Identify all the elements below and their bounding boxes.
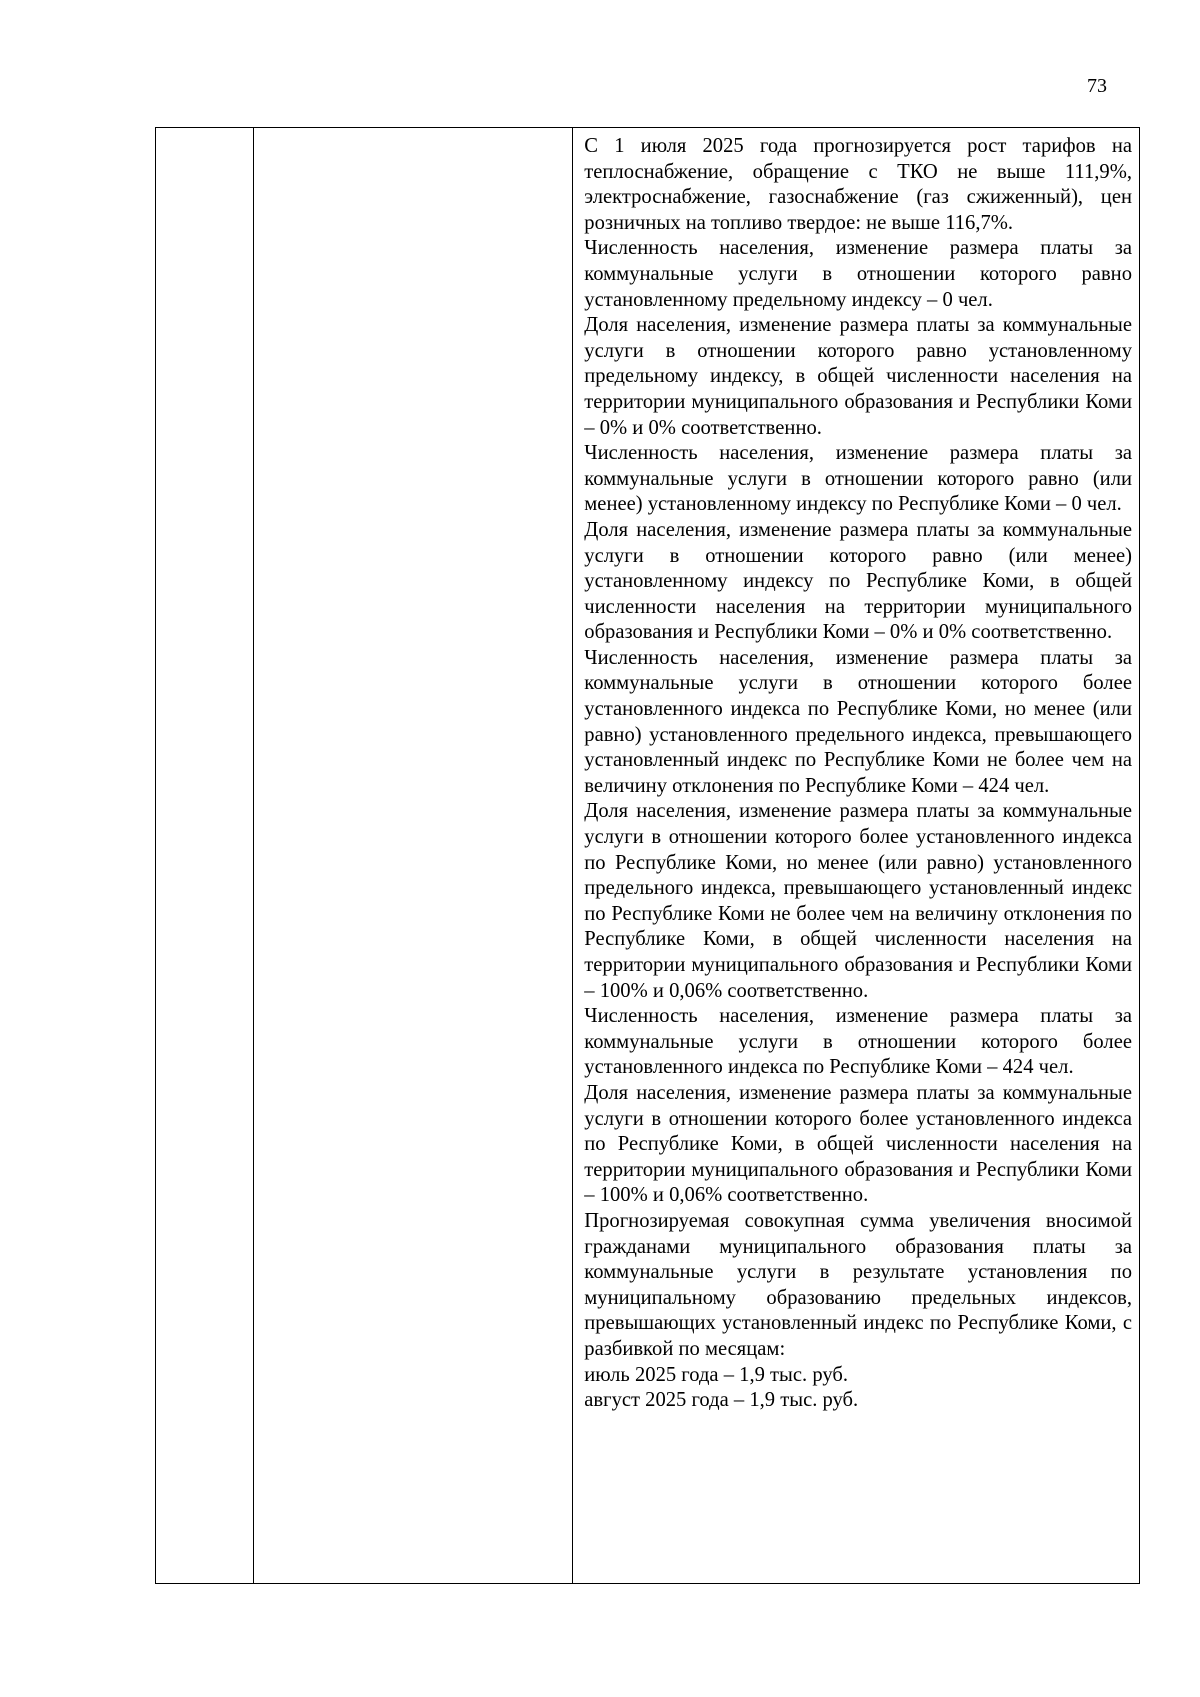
paragraph-share-deviation: Доля населения, изменение размера платы за коммунальные услуги в отношении которого более установленного индекса по Республике Коми, но менее (или равно) установленного предельного индекса, превышающего установленный индекс по Республике Коми не более чем на величину отклонения по Республике Коми, в общей численности населения на территории муниципального образования и Республики Коми – 100% и 0,06% соответственно. bbox=[584, 800, 1132, 1002]
paragraph-share-above-index: Доля населения, изменение размера платы за коммунальные услуги в отношении которого более установленного индекса по Республике Коми, в общей численности населения на территории муниципального образования и Республики Коми – 100% и 0,06% соответственно. bbox=[584, 1081, 1132, 1207]
paragraph-forecast-total: Прогнозируемая совокупная сумма увеличения вносимой гражданами муниципального образования платы за коммунальные услуги в результате установления по муниципальному образованию предельных индексов, превышающих установленный индекс по Республике Коми, с разбивкой по месяцам: bbox=[584, 1209, 1132, 1360]
paragraph-share-komi-index: Доля населения, изменение размера платы за коммунальные услуги в отношении которого равно (или менее) установленному индексу по Республике Коми, в общей численности населения на территории муниципального образования и Республики Коми – 0% и 0% соответственно. bbox=[584, 518, 1132, 644]
paragraph-july-amount: июль 2025 года – 1,9 тыс. руб. bbox=[584, 1363, 849, 1386]
paragraph-share-limit-index: Доля населения, изменение размера платы за коммунальные услуги в отношении которого равно установленному предельному индексу, в общей численности населения на территории муниципального образования и Республики Коми – 0% и 0% соответственно. bbox=[584, 314, 1132, 439]
table-cell-empty-1 bbox=[156, 128, 254, 1584]
document-table bbox=[155, 127, 1140, 1584]
table-cell-content bbox=[573, 128, 1140, 1584]
paragraph-population-komi-index: Численность населения, изменение размера платы за коммунальные услуги в отношении которого равно (или менее) установленному индексу по Республике Коми – 0 чел. bbox=[584, 442, 1132, 516]
paragraph-population-above-index: Численность населения, изменение размера платы за коммунальные услуги в отношении которого более установленного индекса по Республике Коми – 424 чел. bbox=[584, 1005, 1132, 1079]
table-cell-empty-2 bbox=[254, 128, 573, 1584]
table-row bbox=[156, 128, 1140, 1584]
paragraph-population-deviation: Численность населения, изменение размера платы за коммунальные услуги в отношении которого более установленного индекса по Республике Коми, но менее (или равно) установленного предельного индекса, превышающего установленный индекс по Республике Коми не более чем на величину отклонения по Республике Коми – 424 чел. bbox=[584, 646, 1132, 797]
forecast-text bbox=[573, 128, 1139, 1414]
page-number: 73 bbox=[1087, 75, 1107, 97]
paragraph-tariff-growth: С 1 июля 2025 года прогнозируется рост тарифов на теплоснабжение, обращение с ТКО не выше 111,9%, электроснабжение, газоснабжение (газ сжиженный), цен розничных на топливо твердое: не выше 116,7%. bbox=[584, 135, 1132, 234]
paragraph-population-limit-index: Численность населения, изменение размера платы за коммунальные услуги в отношении которого равно установленному предельному индексу – 0 чел. bbox=[584, 237, 1132, 311]
paragraph-august-amount: август 2025 года – 1,9 тыс. руб. bbox=[584, 1389, 859, 1412]
